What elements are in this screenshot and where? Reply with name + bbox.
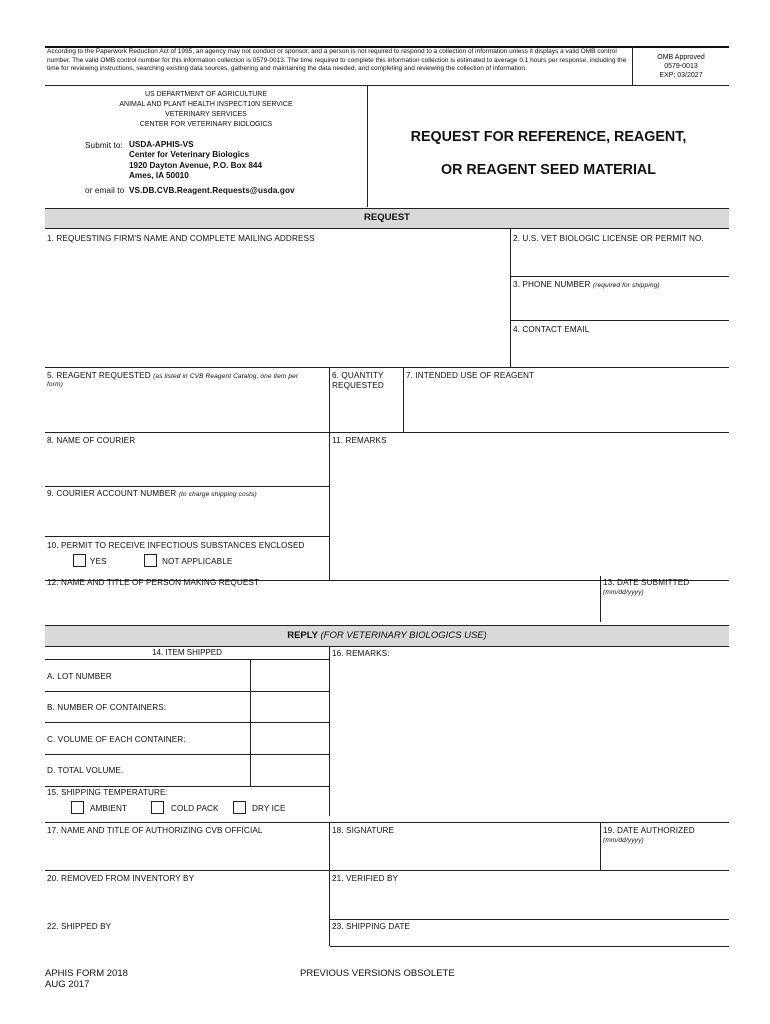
submit-to-label: Submit to: bbox=[85, 141, 123, 150]
submit-city: Ames, IA 50010 bbox=[129, 170, 189, 180]
field-9-text: 9. COURIER ACCOUNT NUMBER bbox=[47, 489, 177, 498]
field-21-label: 21. VERIFIED BY bbox=[332, 874, 399, 883]
rule-15 bbox=[45, 786, 329, 787]
reply-title-bold: REPLY bbox=[287, 630, 318, 641]
agency-line-2: ANIMAL AND PLANT HEALTH INSPECT10N SERVICE bbox=[119, 101, 293, 108]
rule-row-8 bbox=[45, 432, 729, 433]
field-23-label: 23. SHIPPING DATE bbox=[332, 922, 410, 931]
field-5-text: 5. REAGENT REQUESTED bbox=[47, 371, 151, 380]
rule-row-10 bbox=[45, 536, 329, 537]
quantity-requested-field[interactable] bbox=[330, 392, 403, 432]
field-18-label: 18. SIGNATURE bbox=[332, 826, 395, 835]
submit-street: 1920 Dayton Avenue, P.O. Box 844 bbox=[129, 160, 263, 170]
field-5-note-b: form) bbox=[47, 381, 63, 388]
field-11-label: 11. REMARKS bbox=[332, 436, 387, 445]
field-20-label: 20. REMOVED FROM INVENTORY BY bbox=[47, 874, 195, 883]
field-15-label: 15. SHIPPING TEMPERATURE: bbox=[47, 788, 168, 797]
paperwork-notice: According to the Paperwork Reduction Act of 1995, an agency may not conduct or sponsor, and a person is not required to respond to a collection of information unless it displays a valid OMB control number. The valid OMB control number for this information collection is 0579-0013. The time required to complete this information collection is estimated to average 0.1 hours per response, including the time for reviewing instructions, searching existing data sources, gathering and maintaining the data needed, and completing and reviewing the collection of information. bbox=[47, 48, 627, 73]
rule-row-5 bbox=[45, 367, 729, 368]
field-9-label bbox=[47, 489, 257, 498]
rule-row-17 bbox=[45, 822, 729, 823]
title-line-1: REQUEST FOR REFERENCE, REAGENT, bbox=[410, 129, 687, 145]
omb-number: 0579-0013 bbox=[664, 63, 698, 70]
field-9-note: (to charge shipping costs) bbox=[178, 491, 257, 498]
permit-na-label: NOT APPLICABLE bbox=[162, 557, 233, 566]
field-14c-label: C. VOLUME OF EACH CONTAINER: bbox=[47, 735, 186, 744]
form-title bbox=[368, 121, 729, 187]
reply-title-italic: (FOR VETERINARY BIOLOGICS USE) bbox=[320, 630, 487, 641]
request-section-header bbox=[45, 208, 729, 229]
rule-row-23 bbox=[330, 919, 729, 920]
verified-by-field[interactable] bbox=[330, 884, 729, 918]
form-date: AUG 2017 bbox=[45, 979, 90, 990]
dry-ice-label: DRY ICE bbox=[252, 804, 286, 813]
requester-name-title-field[interactable] bbox=[45, 590, 600, 622]
shipping-date-field[interactable] bbox=[330, 932, 729, 946]
omb-approved: OMB Approved bbox=[657, 54, 705, 61]
field-14-label: 14. ITEM SHIPPED bbox=[152, 648, 222, 657]
field-4-label: 4. CONTACT EMAIL bbox=[513, 325, 590, 334]
cold-pack-label: COLD PACK bbox=[171, 804, 219, 813]
field-14b-label: B. NUMBER OF CONTAINERS: bbox=[47, 703, 167, 712]
reagent-requested-field[interactable] bbox=[45, 392, 329, 432]
form-footer-id bbox=[45, 968, 128, 990]
reply-section-header bbox=[45, 625, 729, 647]
volume-each-container-field[interactable] bbox=[251, 723, 329, 754]
agency-line-1: US DEPARTMENT OF AGRICULTURE bbox=[145, 91, 267, 98]
email-label: or email to bbox=[85, 186, 125, 195]
rule-row-9 bbox=[45, 486, 329, 487]
header-rule bbox=[45, 85, 729, 86]
cold-pack-checkbox[interactable] bbox=[151, 801, 164, 814]
previous-versions-obsolete: PREVIOUS VERSIONS OBSOLETE bbox=[300, 968, 455, 979]
rule-14-header bbox=[45, 659, 329, 660]
field-10-label: 10. PERMIT TO RECEIVE INFECTIOUS SUBSTANCES ENCLOSED bbox=[47, 541, 305, 550]
license-permit-field[interactable] bbox=[511, 244, 729, 276]
field-6-label-b: REQUESTED bbox=[332, 381, 384, 390]
rule-row-20 bbox=[45, 870, 729, 871]
field-1-label: 1. REQUESTING FIRM'S NAME AND COMPLETE MAILING ADDRESS bbox=[47, 234, 315, 243]
ambient-label: AMBIENT bbox=[90, 804, 128, 813]
title-line-2: OR REAGENT SEED MATERIAL bbox=[441, 162, 656, 178]
field-7-label: 7. INTENDED USE OF REAGENT bbox=[406, 371, 535, 380]
field-12-label: 12. NAME AND TITLE OF PERSON MAKING REQUEST bbox=[47, 578, 260, 587]
number-of-containers-field[interactable] bbox=[251, 692, 329, 722]
ambient-checkbox[interactable] bbox=[71, 801, 84, 814]
omb-divider bbox=[632, 47, 633, 85]
agency-block bbox=[45, 90, 367, 130]
field-13-note: (mm/dd/yyyy) bbox=[603, 589, 644, 596]
field-19-note: (mm/dd/yyyy) bbox=[603, 837, 644, 844]
permit-yes-checkbox[interactable] bbox=[73, 554, 86, 567]
firm-address-field[interactable] bbox=[45, 244, 510, 367]
field-2-label: 2. U.S. VET BIOLOGIC LICENSE OR PERMIT NO. bbox=[513, 234, 704, 243]
signature-field[interactable] bbox=[330, 836, 600, 870]
intended-use-field[interactable] bbox=[404, 382, 729, 432]
field-17-label: 17. NAME AND TITLE OF AUTHORIZING CVB OFFICIAL bbox=[47, 826, 263, 835]
total-volume-field[interactable] bbox=[251, 755, 329, 786]
permit-yes-label: YES bbox=[90, 557, 107, 566]
omb-box bbox=[634, 53, 728, 80]
field-3-text: 3. PHONE NUMBER bbox=[513, 280, 591, 289]
field-14d-label: D. TOTAL VOLUME. bbox=[47, 766, 124, 775]
omb-expiration: EXP: 03/2027 bbox=[659, 72, 703, 79]
field-3-label bbox=[513, 280, 660, 289]
reply-section-title bbox=[45, 630, 729, 641]
courier-account-field[interactable] bbox=[45, 500, 329, 536]
dry-ice-checkbox[interactable] bbox=[233, 801, 246, 814]
permit-na-checkbox[interactable] bbox=[144, 554, 157, 567]
agency-line-4: CENTER FOR VETERINARY BIOLOGICS bbox=[139, 121, 273, 128]
field-5-label bbox=[47, 371, 298, 380]
date-authorized-field[interactable] bbox=[601, 846, 729, 870]
field-14a-label: A. LOT NUMBER bbox=[47, 672, 112, 681]
date-submitted-field[interactable] bbox=[601, 598, 729, 622]
submit-address bbox=[129, 140, 262, 181]
courier-name-field[interactable] bbox=[45, 446, 329, 486]
submit-email: VS.DB.CVB.Reagent.Requests@usda.gov bbox=[129, 186, 295, 195]
contact-email-field[interactable] bbox=[511, 335, 729, 367]
submit-org: USDA-APHIS-VS bbox=[129, 140, 194, 149]
remarks-field[interactable] bbox=[330, 446, 729, 580]
rule-bottom bbox=[330, 946, 729, 947]
reply-remarks-field[interactable] bbox=[330, 660, 729, 816]
field-19-label: 19. DATE AUTHORIZED bbox=[603, 826, 695, 835]
field-8-label: 8. NAME OF COURIER bbox=[47, 436, 136, 445]
request-section-title: REQUEST bbox=[364, 212, 410, 223]
shipped-by-field[interactable] bbox=[45, 932, 329, 962]
field-22-label: 22. SHIPPED BY bbox=[47, 922, 112, 931]
authorizing-official-field[interactable] bbox=[45, 836, 329, 870]
submit-center: Center for Veterinary Biologics bbox=[129, 150, 250, 160]
field-16-label: 16. REMARKS: bbox=[332, 649, 390, 658]
field-5-note-a: (as listed in CVB Reagent Catalog, one item per bbox=[153, 373, 299, 380]
agency-line-3: VETERINARY SERVICES bbox=[165, 111, 247, 118]
phone-number-field[interactable] bbox=[511, 290, 729, 320]
field-6-label-a: 6. QUANTITY bbox=[332, 371, 384, 380]
field-3-note: (required for shipping) bbox=[592, 282, 660, 289]
form-number: APHIS FORM 2018 bbox=[45, 968, 128, 979]
rule-3-4 bbox=[510, 320, 729, 321]
rule-2-3 bbox=[510, 276, 729, 277]
field-13-label: 13. DATE SUBMITTED bbox=[603, 578, 690, 587]
lot-number-field[interactable] bbox=[251, 661, 329, 691]
removed-by-field[interactable] bbox=[45, 884, 329, 918]
